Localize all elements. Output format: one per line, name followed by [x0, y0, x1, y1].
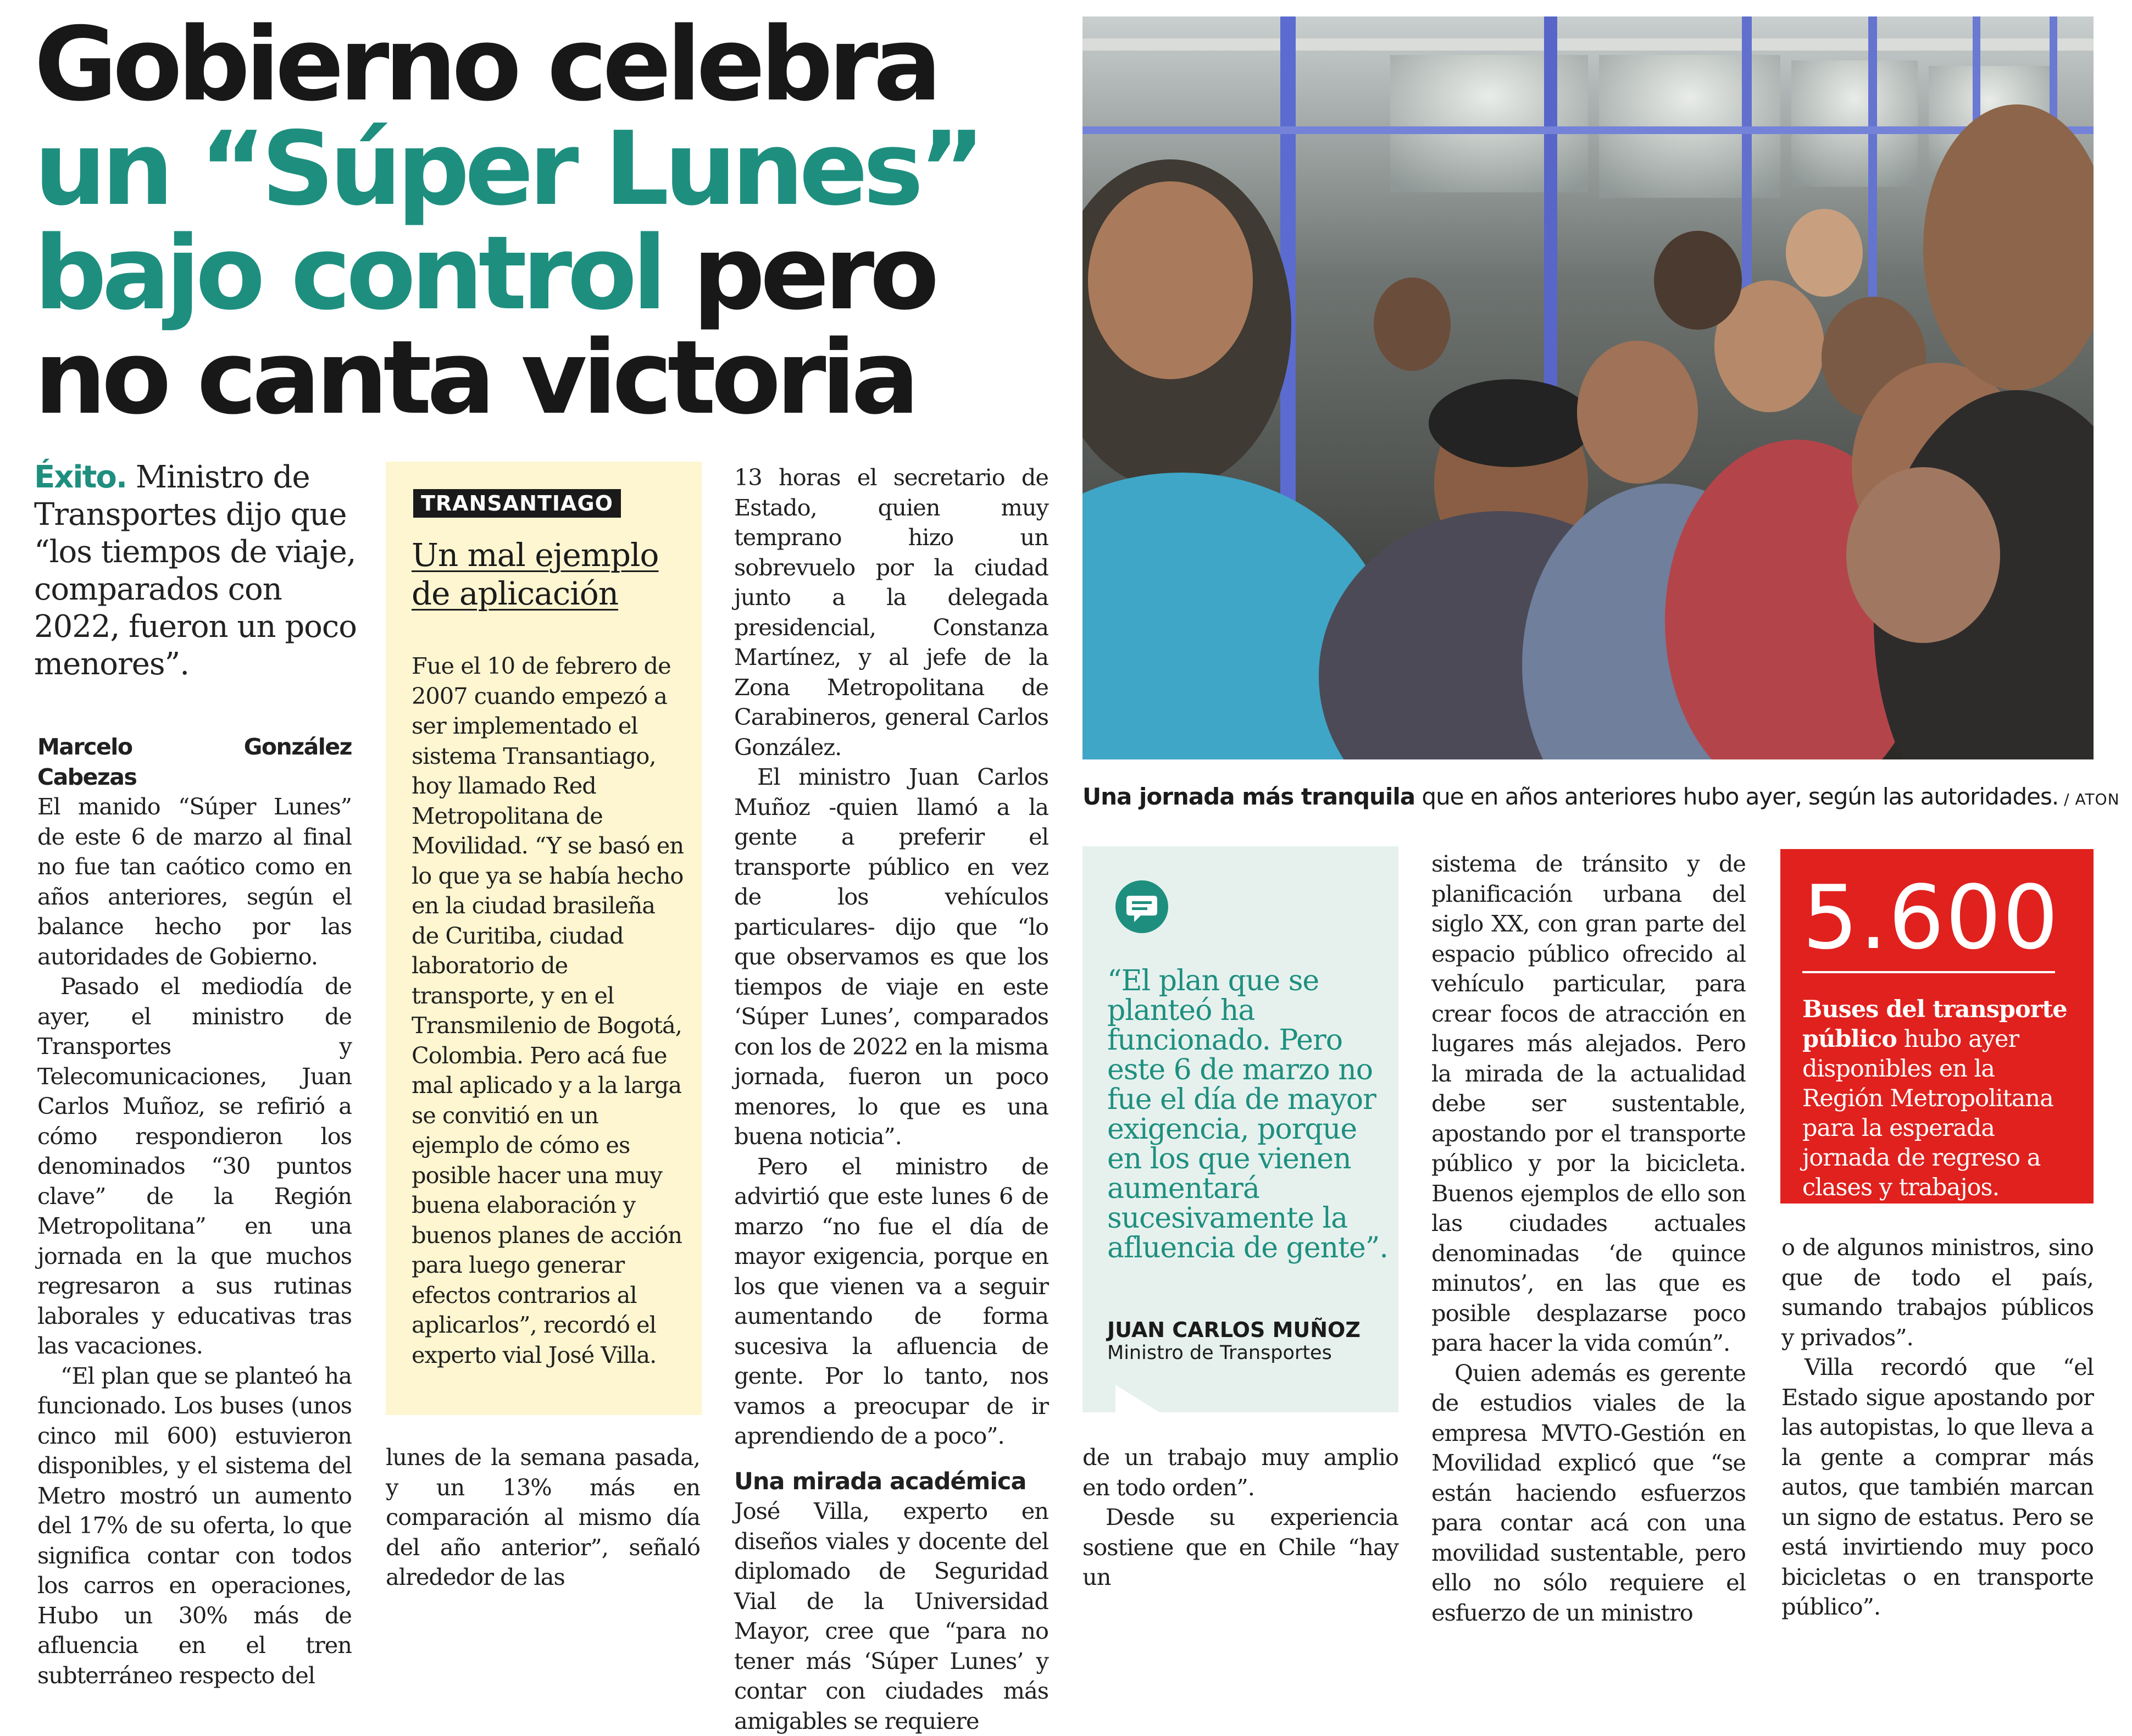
headline-line-4: no canta victoria [34, 318, 915, 437]
paragraph: Quien además es gerente de estudios viales de la empresa MVTO-Gestión en Movilidad explicó que “se están haciendo esfuerzos para contar acá con una movilidad sustentable, pero ello no sólo requiere el esfuerzo de un ministro [1431, 1359, 1746, 1626]
paragraph: Pasado el mediodía de ayer, el ministro de Transportes y Telecomunicaciones, Juan Carlos Muñoz, se refirió a cómo respondieron los denominados “30 puntos clave” de la Región Metropolitana” en una jornada en la que muchos regresaron a sus rutinas laborales y educativas tras las vacaciones. [37, 973, 352, 1359]
stat-number: 5.600 [1802, 866, 2060, 969]
paragraph: El manido “Súper Lunes” de este 6 de marzo al final no fue tan caótico como en años anteriores, según el balance hecho por las autoridades de Gobierno. [37, 793, 352, 970]
caption-bold: Una jornada más tranquila [1082, 783, 1415, 810]
paragraph: “El plan que se planteó ha funcionado. Los buses (unos cinco mil 600) estuvieron disponibles, y el sistema del Metro mostró un aumento del 17% de su oferta, lo que significa contar con todos los carros en operaciones, Hubo un 30% más de afluencia en el tren subterráneo respecto del [37, 1362, 352, 1689]
pull-quote-box [1082, 846, 1398, 1412]
paragraph: Desde su experiencia sostiene que en Chile “hay un [1082, 1504, 1398, 1590]
byline: Marcelo González Cabezas [37, 734, 352, 790]
stat-description [1802, 995, 2077, 1202]
headline-line-1: Gobierno celebra [34, 5, 937, 124]
column-6 [1781, 1233, 2094, 1622]
paragraph: sistema de tránsito y de planificación urbana del siglo XX, con gran parte del espacio público ofrecido al vehículo particular, para crear focos de atracción en lugares más alejados. Pero la mirada de la actualidad debe ser sustentable, apostando por el transporte público y por la bicicleta. Buenos ejemplos de ello son las ciudades actuales denominadas ‘de quince minutos’, en las que es posible desplazarse poco para hacer la vida común”. [1431, 850, 1746, 1356]
column-2-continuation [386, 1443, 700, 1593]
stat-bold: Buses del transporte público [1802, 996, 2067, 1053]
crowded-bus-photo [1082, 16, 2094, 759]
paragraph: de un trabajo muy amplio en todo orden”. [1082, 1444, 1398, 1501]
stat-divider [1802, 971, 2055, 973]
sidebar-title: Un mal ejemplo de aplicación [412, 536, 659, 612]
pull-quote-role: Ministro de Transportes [1107, 1342, 1332, 1364]
lead-text: Ministro de Transportes dijo que “los tiempos de viaje, comparados con 2022, fueron un poco menores”. [34, 459, 357, 682]
lead-kicker: Éxito. [34, 459, 127, 495]
sidebar-body: Fue el 10 de febrero de 2007 cuando empezó a ser implementado el sistema Transantiago, hoy llamado Red Metropolitana de Movilidad. “Y se basó en lo que ya se había hecho en la ciudad brasileña de Curitiba, ciudad laboratorio de transporte, y en el Transmilenio de Bogotá, Colombia. Pero acá fue mal aplicado y a la larga se convitió en un ejemplo de cómo es posible hacer una muy buena elaboración y buenos planes de acción para luego generar efectos contrarios al aplicarlos”, recordó el experto vial José Villa. [412, 652, 684, 1368]
paragraph: 13 horas el secretario de Estado, quien muy temprano hizo un sobrevuelo por la ciudad junto a la delegada presidencial, Constanza Martínez, y al jefe de la Zona Metropolitana de Carabineros, general Carlos González. [734, 464, 1048, 761]
column-1 [37, 732, 352, 1690]
lead-summary [34, 459, 364, 683]
paragraph: lunes de la semana pasada, y un 13% más en comparación al mismo día del año anterior”, señaló alrededor de las [386, 1444, 700, 1590]
paragraph: José Villa, experto en diseños viales y docente del diplomado de Seguridad Vial de la Universidad Mayor, cree que “para no tener más ‘Súper Lunes’ y contar con ciudades más amigables se requiere [734, 1497, 1048, 1734]
stat-rest: hubo ayer disponibles en la Región Metropolitana para la esperada jornada de regreso a clases y trabajos. [1802, 1025, 2053, 1201]
sidebar-box [386, 462, 702, 1415]
column-4-continuation [1082, 1443, 1398, 1593]
subheading: Una mirada académica [734, 1467, 1026, 1495]
caption-text: que en años anteriores hubo ayer, según las autoridades. [1415, 783, 2059, 810]
pull-quote-text: “El plan que se planteó ha funcionado. Pero este 6 de marzo no fue el día de mayor exigencia, porque en los que vienen aumentará sucesivamente la afluencia de gente”. [1107, 964, 1388, 1264]
stat-box [1780, 849, 2094, 1203]
column-5 [1431, 849, 1746, 1628]
paragraph: Pero el ministro de advirtió que este lunes 6 de marzo “no fue el día de mayor exigencia, porque en los que vienen va a seguir aumentando de forma sucesiva la afluencia de gente. Por lo tanto, nos vamos a preocupar de ir aprendiendo de a poco”. [734, 1152, 1048, 1449]
column-3 [734, 463, 1048, 1736]
headline-line-3 [34, 214, 935, 332]
quote-tail-shape [1115, 1385, 1159, 1412]
photo-credit: / ATON [2058, 790, 2120, 808]
headline-line-3-dark: pero [662, 214, 935, 332]
headline-line-2: un “Súper Lunes” [34, 109, 981, 228]
headline-line-3-teal: bajo control [34, 214, 662, 332]
paragraph: El ministro Juan Carlos Muñoz -quien llamó a la gente a preferir el transporte público en vez de los vehículos particulares- dijo que “lo que observamos es que los tiempos de viaje en este ‘Súper Lunes’, comparados con los de 2022 en la misma jornada, fueron un poco menores, lo que es una buena noticia”. [734, 763, 1048, 1150]
pull-quote-name: JUAN CARLOS MUÑOZ [1107, 1318, 1361, 1342]
paragraph: o de algunos ministros, sino que de todo el país, sumando trabajos públicos y privados”. [1781, 1234, 2094, 1351]
photo-caption [1082, 781, 2120, 815]
paragraph: Villa recordó que “el Estado sigue apostando por las autopistas, lo que lleva a la gente a comprar más autos, que también marcan un signo de estatus. Pero se está invirtiendo muy poco bicicletas o en transporte público”. [1781, 1354, 2094, 1620]
news-photo [1082, 16, 2094, 759]
sidebar-tag: TRANSANTIAGO [413, 489, 621, 518]
speech-bubble-icon [1114, 879, 1169, 939]
